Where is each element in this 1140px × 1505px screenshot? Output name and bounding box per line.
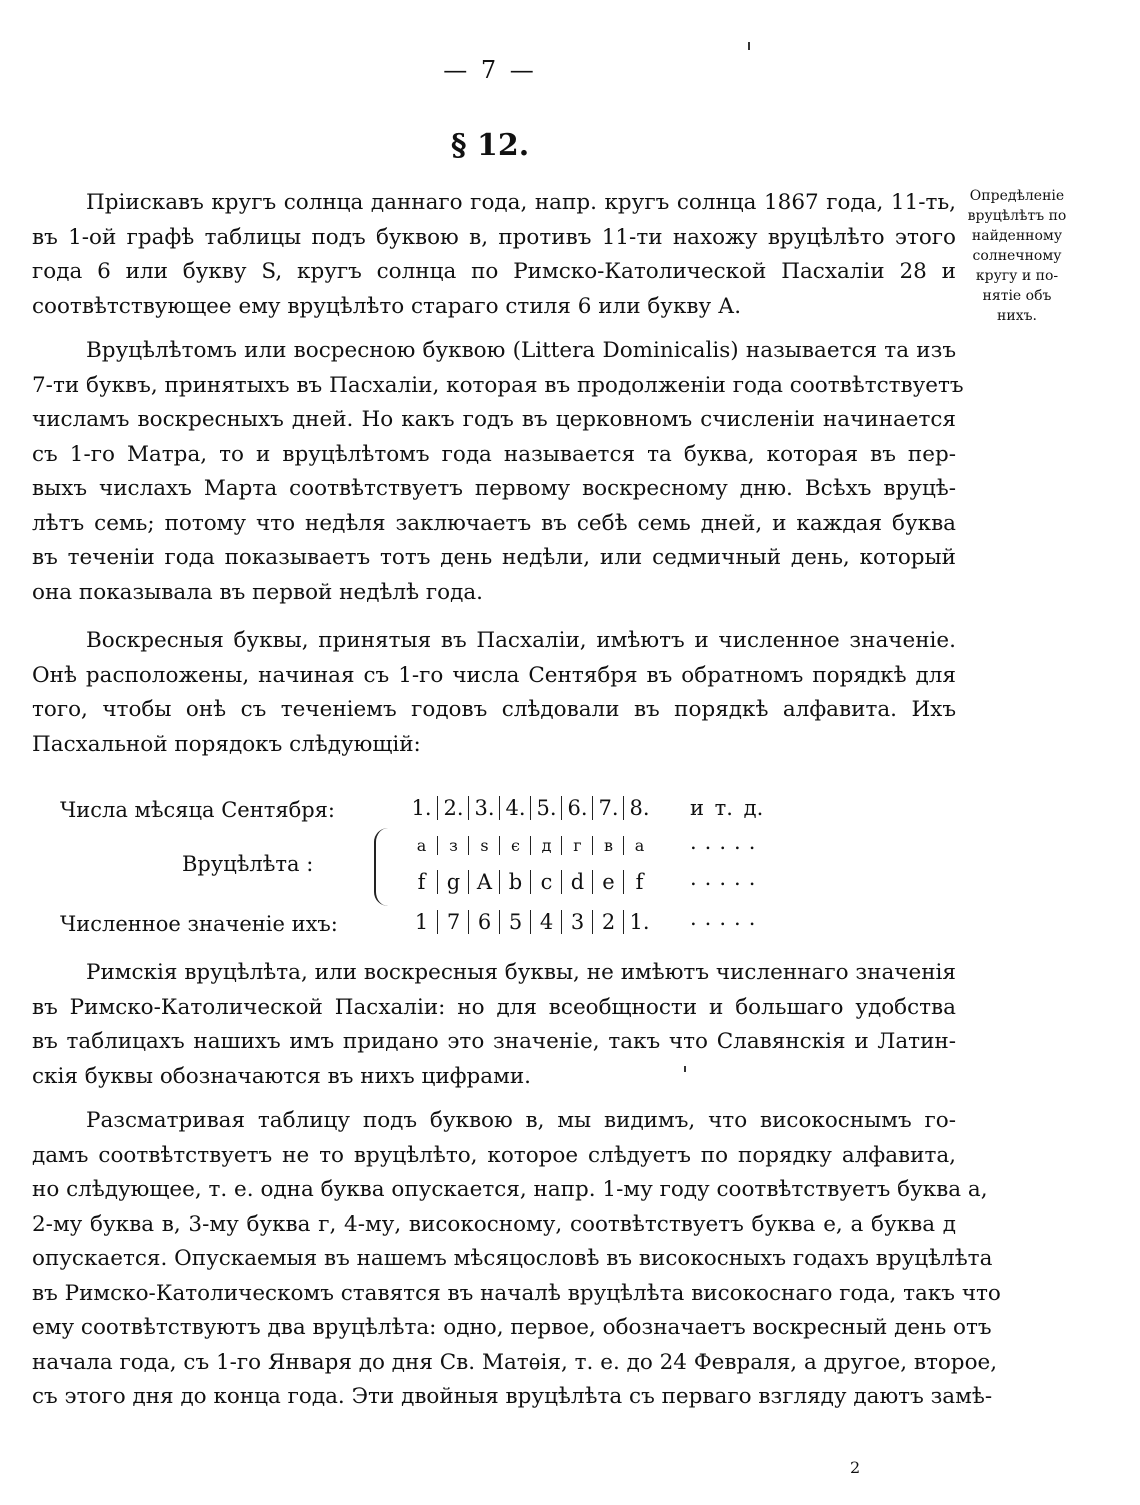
table-cell: 2: [592, 910, 624, 934]
table-cell: 1: [414, 910, 429, 934]
signature-mark: 2: [850, 1458, 861, 1477]
table-row-label: Вруцѣлѣта :: [182, 852, 314, 876]
text-line: Разсматривая таблицу подъ буквою в, мы видимъ, что високоснымъ го-: [86, 1108, 956, 1133]
text-line: ему соотвѣтствуютъ два вруцѣлѣта: одно, первое, обозначаетъ воскресный день отъ: [32, 1315, 992, 1340]
table-cell: г: [561, 836, 593, 855]
margin-note-line: кругу и по-: [975, 268, 1059, 284]
text-line: Пасхальной порядокъ слѣдующій:: [32, 731, 421, 757]
paragraph-5: [32, 1104, 1001, 1415]
text-line: Онѣ расположены, начиная съ 1-го числа Сентября въ обратномъ порядкѣ для: [32, 662, 956, 688]
margin-note: [962, 186, 1072, 326]
table-cell: є: [499, 836, 531, 855]
text-line: 7-ти буквъ, принятыхъ въ Пасхаліи, которая въ продолженіи года соотвѣтствуетъ: [32, 372, 964, 398]
text-line: года 6 или букву S, кругъ солнца по Римско-Католической Пасхаліи 28 и: [32, 259, 956, 284]
text-line: съ этого дня до конца года. Эти двойныя вруцѣлѣта съ перваго взгляду даютъ замѣ-: [32, 1384, 993, 1409]
table-cell: 6.: [561, 796, 593, 820]
table-cell: b: [499, 870, 531, 894]
table-cell: f: [417, 870, 426, 894]
table-cell: 5.: [530, 796, 562, 820]
paragraph-3: [32, 624, 956, 762]
margin-note-line: Опредѣленіе: [969, 188, 1065, 204]
paragraph-2: [32, 334, 964, 610]
text-line: дамъ соотвѣтствуетъ не то вруцѣлѣто, которое слѣдуетъ по порядку алфавита,: [32, 1142, 956, 1168]
text-line: лѣтъ семь; потому что недѣля заключаетъ въ себѣ семь дней, и каждая буква: [32, 510, 956, 536]
text-line: въ таблицахъ нашихъ имъ придано это значеніе, такъ что Славянскія и Латин-: [32, 1029, 956, 1054]
table-cell: в: [592, 836, 624, 855]
table-cell: 4.: [499, 796, 531, 820]
table-cell: 3: [561, 910, 593, 934]
table-cell: 7.: [592, 796, 624, 820]
table-cell: 1.: [623, 910, 655, 934]
text-line: числамъ воскресныхъ дней. Но какъ годъ въ церковномъ счисленіи начинается: [32, 407, 956, 432]
text-line: въ 1-ой графѣ таблицы подъ буквою в, противъ 11-ти нахожу вруцѣлѣто этого: [32, 224, 956, 250]
text-line: скія буквы обозначаются въ нихъ цифрами.: [32, 1063, 531, 1089]
text-line: выхъ числахъ Марта соотвѣтствуетъ первому воскресному дню. Всѣхъ вруцѣ-: [32, 476, 956, 501]
text-line: но слѣдующее, т. е. одна буква опускается, напр. 1-му году соотвѣтствуетъ буква а,: [32, 1177, 988, 1202]
text-line: Воскресныя буквы, принятыя въ Пасхаліи, имѣютъ и численное значеніе.: [86, 628, 956, 653]
table-cell: e: [592, 870, 624, 894]
text-line: опускается. Опускаемыя въ нашемъ мѣсяцословѣ въ високосныхъ годахъ вруцѣлѣта: [32, 1246, 993, 1271]
margin-note-line: нихъ.: [997, 308, 1037, 324]
text-line: Пріискавъ кругъ солнца даннаго года, напр. кругъ солнца 1867 года, 11-ть,: [86, 190, 956, 215]
brace-mark: [374, 828, 394, 906]
table-cell: а: [623, 836, 655, 855]
table-cell: f: [623, 870, 655, 894]
ink-speck: [684, 1066, 686, 1072]
table-cell: 3.: [468, 796, 500, 820]
table-cell: д: [530, 836, 562, 855]
text-line: въ Римско-Католической Пасхаліи: но для всеобщности и большаго удобства: [32, 994, 956, 1020]
text-line: начала года, съ 1-го Января до дня Св. Матѳія, т. е. до 24 Февраля, а другое, второе,: [32, 1349, 998, 1375]
text-line: того, чтобы онѣ съ теченіемъ годовъ слѣдовали въ порядкѣ алфавита. Ихъ: [32, 697, 956, 722]
table-cell: A: [468, 870, 500, 894]
table-cell: 2.: [437, 796, 469, 820]
text-line: въ Римско-Католическомъ ставятся въ началѣ вруцѣлѣта високоснаго года, такъ что: [32, 1280, 1001, 1306]
section-heading: § 12.: [450, 128, 530, 163]
table-cell: а: [416, 836, 427, 855]
margin-note-line: вруцѣлѣтъ по: [967, 208, 1067, 224]
table-cell: 8.: [623, 796, 655, 820]
margin-note-line: нятіе объ: [982, 288, 1052, 304]
continuation-dots: .....: [690, 830, 764, 854]
table-cell: ѕ: [468, 836, 500, 855]
table-cell: з: [437, 836, 469, 855]
continuation-dots: .....: [690, 866, 764, 890]
paragraph-1: [32, 186, 956, 324]
text-line: съ 1-го Матра, то и вруцѣлѣтомъ года называется та буква, которая въ пер-: [32, 441, 956, 467]
text-line: соотвѣтствующее ему вруцѣлѣто стараго стиля 6 или букву А.: [32, 293, 742, 319]
etc-label: и т. д.: [690, 796, 764, 820]
text-line: она показывала въ первой недѣлѣ года.: [32, 579, 483, 605]
margin-note-line: солнечному: [972, 248, 1062, 264]
table-row-label: Числа мѣсяца Сентября:: [60, 798, 335, 822]
paragraph-4: [32, 956, 956, 1094]
table-cell: 7: [437, 910, 469, 934]
text-line: Вруцѣлѣтомъ или восресною буквою (Littera Dominicalis) называется та изъ: [86, 338, 956, 363]
text-line: Римскія вруцѣлѣта, или воскресныя буквы, не имѣютъ численнаго значенія: [86, 960, 956, 985]
text-line: въ теченіи года показываетъ тотъ день недѣли, или седмичный день, который: [32, 545, 956, 570]
ink-speck: [748, 42, 750, 50]
table-cell: c: [530, 870, 562, 894]
table-cell: 5: [499, 910, 531, 934]
table-cell: d: [561, 870, 593, 894]
table-row-label: Численное значеніе ихъ:: [60, 912, 338, 936]
page-number: — 7 —: [443, 56, 537, 84]
table-cell: 6: [468, 910, 500, 934]
table-cell: g: [437, 870, 469, 894]
margin-note-line: найденному: [971, 228, 1063, 244]
continuation-dots: .....: [690, 906, 764, 930]
table-cell: 4: [530, 910, 562, 934]
table-cell: 1.: [411, 796, 432, 820]
text-line: 2-му буква в, 3-му буква г, 4-му, високосному, соотвѣтствуетъ буква е, а буква д: [32, 1211, 956, 1237]
